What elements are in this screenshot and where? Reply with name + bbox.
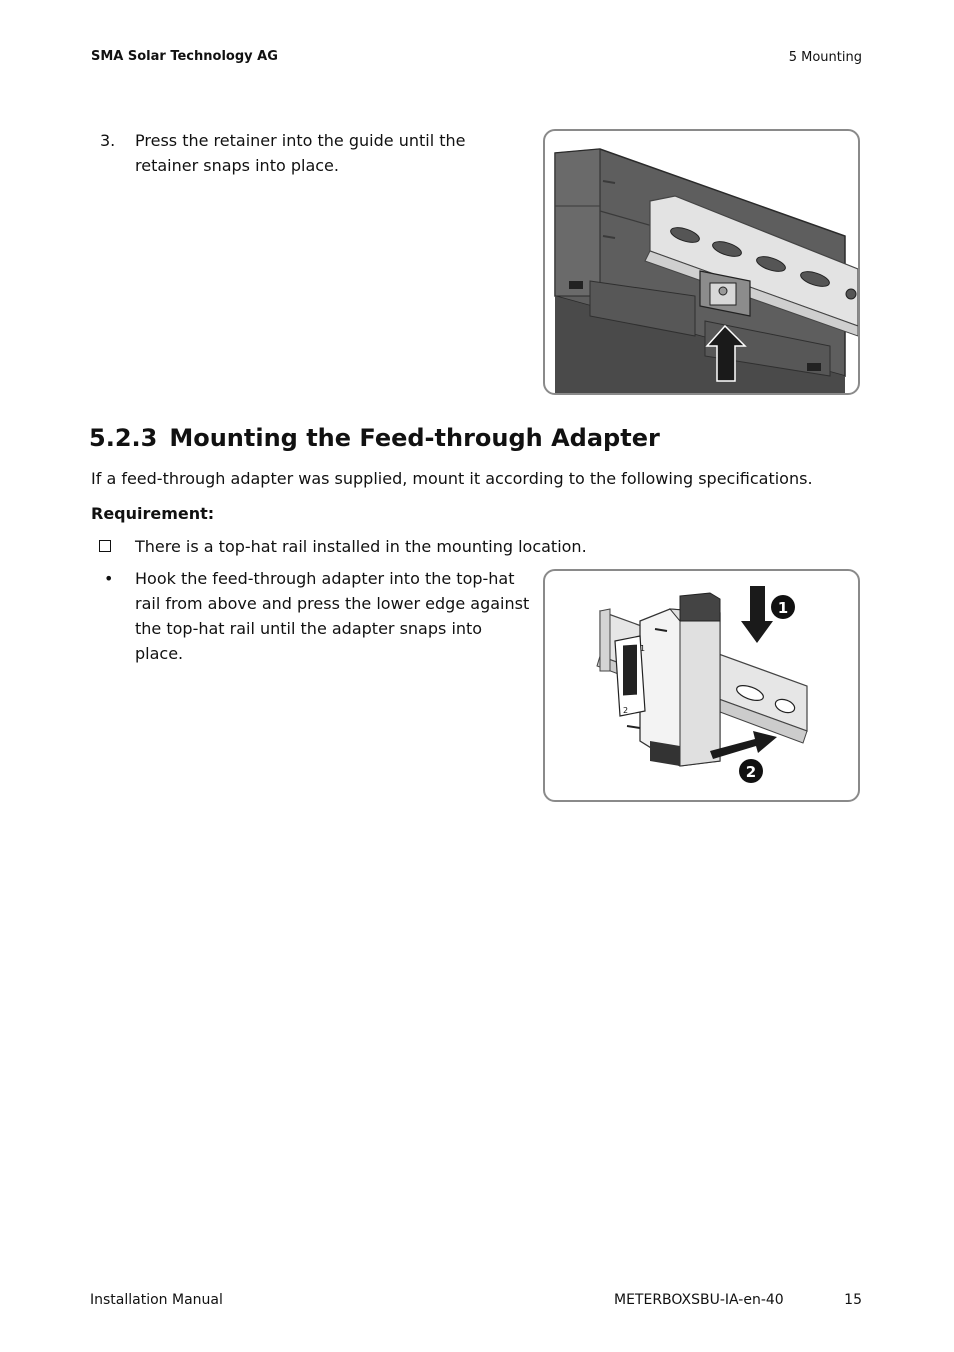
header-section: 5 Mounting [788, 50, 862, 65]
terminal-label-2: 2 [623, 706, 629, 715]
section-title: Mounting the Feed-through Adapter [169, 424, 660, 452]
section-heading [89, 424, 660, 452]
bullet-icon: • [104, 569, 114, 588]
footer-document: Installation Manual [90, 1292, 223, 1308]
requirement-text: There is a top-hat rail installed in the mounting location. [135, 537, 587, 556]
step-number: 3. [100, 131, 116, 150]
terminal-label-1: 1 [640, 644, 646, 653]
requirement-label: Requirement: [91, 504, 215, 523]
callout-2: 2 [745, 763, 757, 781]
footer-page-number: 15 [844, 1292, 862, 1308]
instruction-text: Hook the feed-through adapter into the top-hat rail from above and press the lower edge against the top-hat rail until the adapter snaps into place. [135, 569, 530, 663]
section-number: 5.2.3 [89, 424, 158, 452]
footer-doc-id: METERBOXSBU-IA-en-40 [614, 1292, 784, 1308]
intro-paragraph: If a feed-through adapter was supplied, mount it according to the following specifications. [91, 469, 813, 488]
step-text: Press the retainer into the guide until the retainer snaps into place. [135, 131, 466, 175]
adapter-illustration [545, 571, 858, 800]
figure-feedthrough-adapter [543, 569, 860, 802]
checkbox-icon [99, 540, 111, 552]
callout-1: 1 [777, 599, 789, 617]
retainer-illustration [545, 131, 858, 393]
header-company: SMA Solar Technology AG [91, 49, 278, 64]
figure-retainer-mounting [543, 129, 860, 395]
